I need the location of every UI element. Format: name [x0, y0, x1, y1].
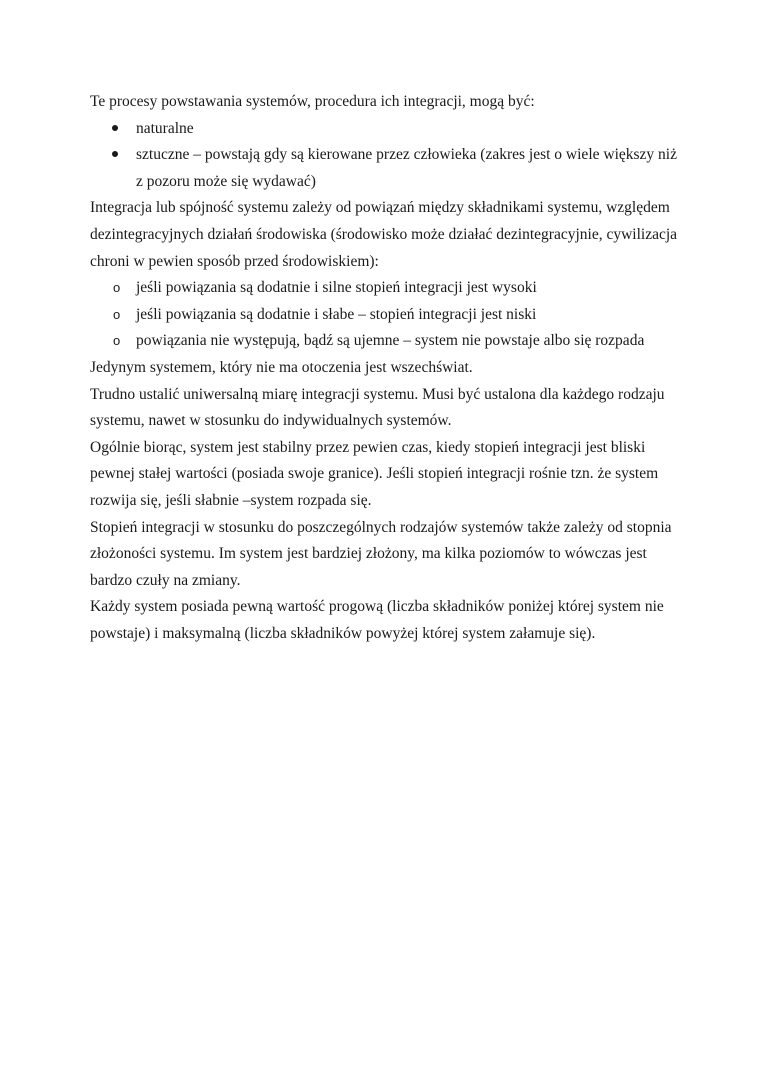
list-item-text: sztuczne – powstają gdy są kierowane przez człowieka (zakres jest o wiele większy niż z pozoru może się wydawać)	[136, 146, 677, 190]
universe-paragraph: Jedynym systemem, który nie ma otoczenia jest wszechświat.	[90, 358, 473, 376]
bullet-list	[90, 116, 680, 196]
circle-bullet-icon: o	[113, 280, 121, 296]
document-body	[90, 89, 680, 647]
circle-bullet-icon: o	[113, 333, 121, 349]
sub-list	[90, 275, 680, 355]
list-item	[90, 302, 680, 329]
list-item	[90, 142, 680, 195]
list-item	[90, 275, 680, 302]
intro-paragraph: Te procesy powstawania systemów, procedura ich integracji, mogą być:	[90, 93, 535, 110]
stability-paragraph: Ogólnie biorąc, system jest stabilny przez pewien czas, kiedy stopień integracji jest bliski pewnej stałej wartości (posiada swoje granice). Jeśli stopień integracji rośnie tzn. że system rozwija się, jeśli słabnie –system rozpada się.	[90, 438, 659, 509]
threshold-paragraph: Każdy system posiada pewną wartość progową (liczba składników poniżej której system nie powstaje) i maksymalną (liczba składników powyżej której system załamuje się).	[90, 598, 664, 642]
list-item-text: jeśli powiązania są dodatnie i słabe – stopień integracji jest niski	[136, 305, 537, 323]
measure-paragraph: Trudno ustalić uniwersalną miarę integracji systemu. Musi być ustalona dla każdego rodzaju systemu, nawet w stosunku do indywidualnych systemów.	[90, 385, 665, 430]
circle-bullet-icon: o	[113, 306, 121, 322]
list-item-text: powiązania nie występują, bądź są ujemne – system nie powstaje albo się rozpada	[136, 332, 645, 350]
list-item	[90, 328, 680, 355]
list-item-text: naturalne	[136, 119, 194, 137]
integration-paragraph: Integracja lub spójność systemu zależy od powiązań między składnikami systemu, względem dezintegracyjnych działań środowiska (środowisko może działać dezintegracyjnie, cywilizacja chroni w pewien sposób przed środowiskiem):	[90, 199, 678, 270]
complexity-paragraph: Stopień integracji w stosunku do poszczególnych rodzajów systemów także zależy od stopnia złożoności systemu. Im system jest bardziej złożony, ma kilka poziomów to wówczas jest bardzo czuły na zmiany.	[90, 518, 672, 589]
list-item-text: jeśli powiązania są dodatnie i silne stopień integracji jest wysoki	[136, 279, 537, 297]
bullet-icon	[112, 142, 128, 169]
bullet-icon	[112, 116, 128, 143]
list-item	[90, 116, 680, 143]
